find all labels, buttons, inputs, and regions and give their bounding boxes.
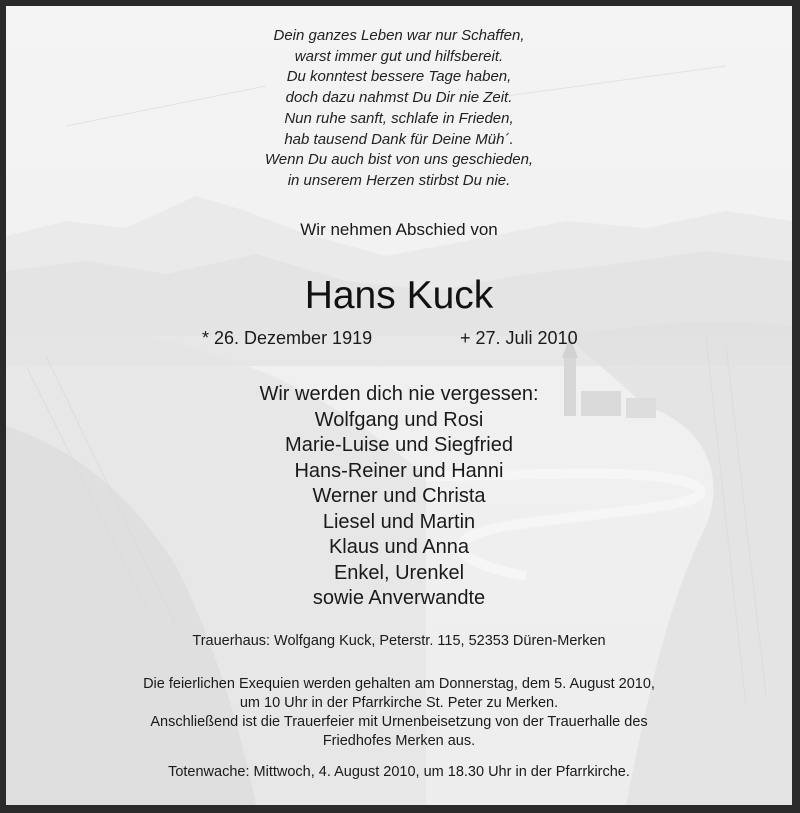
service-line: Anschließend ist die Trauerfeier mit Urnenbeisetzung von der Trauerhalle des: [150, 714, 648, 730]
farewell-intro: Wir nehmen Abschied von: [300, 220, 498, 239]
family-member: sowie Anverwandte: [312, 587, 486, 609]
family-member: Liesel und Martin: [322, 510, 476, 533]
poem-line: Wenn Du auch bist von uns geschieden,: [264, 151, 534, 169]
poem-line: hab tausend Dank für Deine Müh´.: [284, 130, 514, 148]
service-line: um 10 Uhr in der Pfarrkirche St. Peter zu Merken.: [239, 695, 559, 711]
obituary-card: [6, 6, 792, 805]
family-member: Marie-Luise und Siegfried: [285, 434, 513, 456]
family-member: Hans-Reiner und Hanni: [294, 459, 504, 482]
poem-line: Dein ganzes Leben war nur Schaffen,: [273, 27, 525, 44]
family-member: Wolfgang und Rosi: [314, 408, 484, 431]
deceased-name: Hans Kuck: [304, 274, 494, 317]
poem-line: Du konntest bessere Tage haben,: [286, 68, 512, 86]
family-member: Enkel, Urenkel: [333, 561, 465, 584]
family-member: Werner und Christa: [312, 485, 486, 507]
memorial-poem: [6, 26, 792, 192]
family-member: Klaus und Anna: [328, 536, 470, 558]
obituary-text: [6, 6, 792, 805]
poem-line: Nun ruhe sanft, schlafe in Frieden,: [284, 109, 514, 127]
poem-line: in unserem Herzen stirbst Du nie.: [287, 171, 511, 189]
birth-date: * 26. Dezember 1919: [202, 328, 373, 348]
family-list: [6, 382, 792, 612]
service-line: Die feierlichen Exequien werden gehalten am Donnerstag, dem 5. August 2010,: [143, 676, 655, 692]
mourning-house-address: Trauerhaus: Wolfgang Kuck, Peterstr. 115, 52353 Düren-Merken: [192, 633, 606, 649]
funeral-service-info: [6, 675, 792, 751]
poem-line: doch dazu nahmst Du Dir nie Zeit.: [285, 89, 513, 107]
family-heading: Wir werden dich nie vergessen:: [259, 383, 539, 405]
poem-line: warst immer gut und hilfsbereit.: [294, 47, 504, 65]
vigil-info: Totenwache: Mittwoch, 4. August 2010, um 18.30 Uhr in der Pfarrkirche.: [168, 764, 630, 780]
service-line: Friedhofes Merken aus.: [322, 733, 476, 749]
death-date: + 27. Juli 2010: [460, 328, 578, 348]
